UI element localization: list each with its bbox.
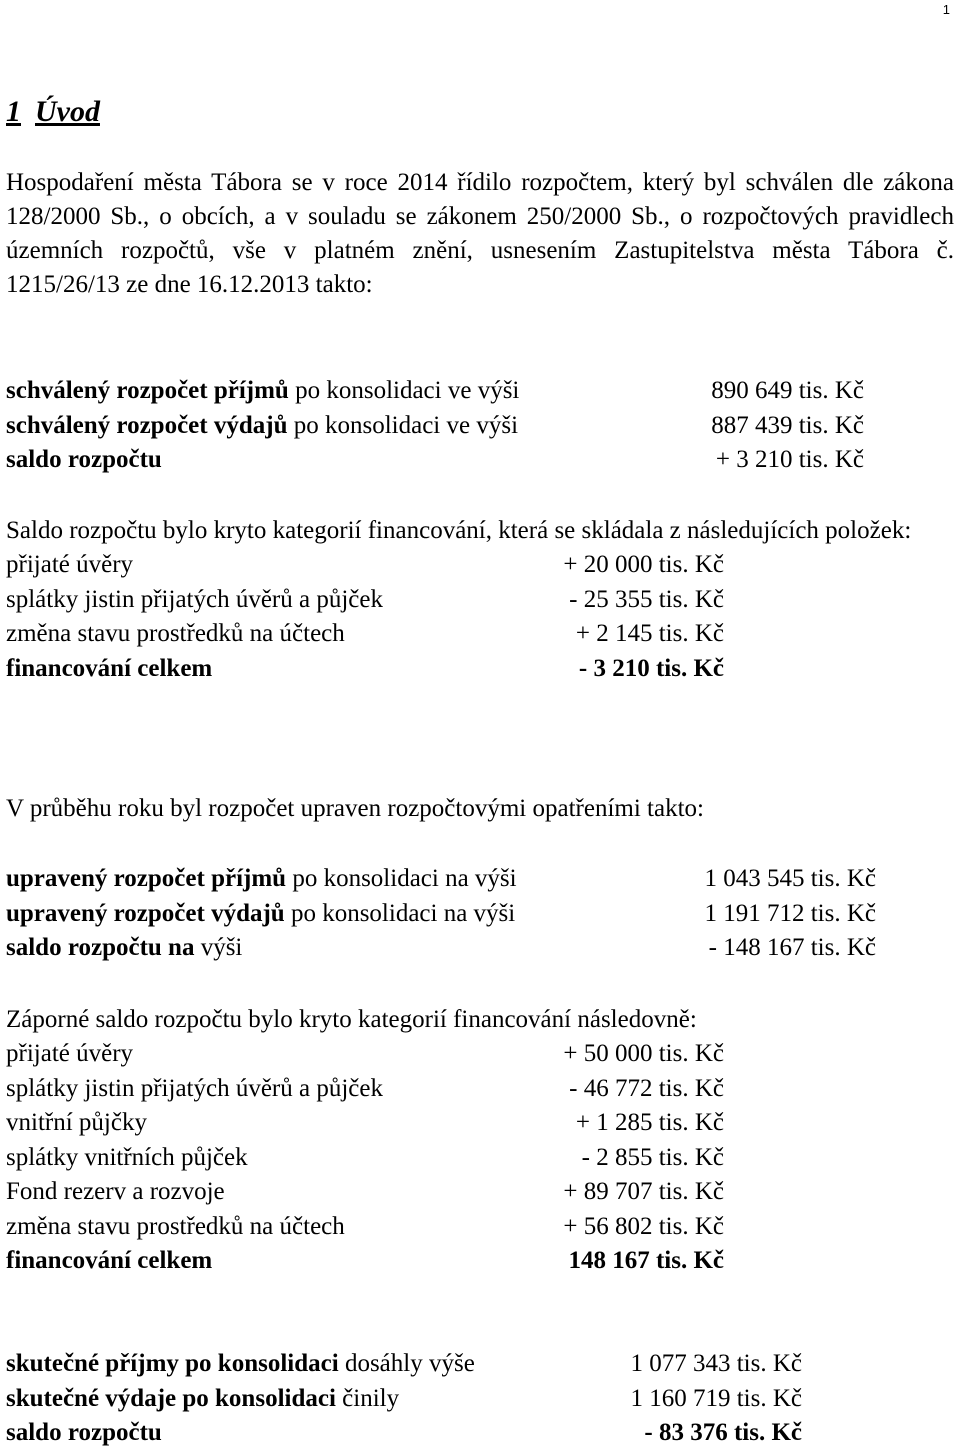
row-value: + 89 707 tis. Kč	[563, 1178, 724, 1205]
row-value: + 20 000 tis. Kč	[563, 551, 724, 578]
row-value: - 148 167 tis. Kč	[708, 934, 876, 961]
actual-results-table	[6, 1347, 954, 1451]
negative-intro: Záporné saldo rozpočtu bylo kryto kategorií financování následovně:	[6, 1006, 697, 1033]
row-label: změna stavu prostředků na účtech	[6, 1212, 345, 1240]
negative-financing-row	[6, 1141, 954, 1176]
financing-total-row	[6, 652, 954, 687]
row-label: přijaté úvěry	[6, 551, 134, 578]
negative-financing-row	[6, 1175, 954, 1210]
row-label: splátky jistin přijatých úvěrů a půjček	[6, 585, 383, 613]
row-value: + 50 000 tis. Kč	[563, 1040, 724, 1067]
approved-budget-row	[6, 409, 954, 444]
row-label: saldo rozpočtu	[6, 446, 162, 473]
row-value: 1 191 712 tis. Kč	[704, 899, 876, 927]
row-label: saldo rozpočtu na výši	[6, 934, 243, 961]
heading-number: 1	[6, 95, 21, 128]
row-value: + 2 145 tis. Kč	[575, 620, 724, 647]
row-value: 1 160 719 tis. Kč	[630, 1384, 802, 1412]
row-value: - 46 772 tis. Kč	[569, 1074, 724, 1102]
adjusted-budget-row	[6, 897, 954, 932]
row-value: - 25 355 tis. Kč	[569, 585, 724, 613]
approved-budget-row	[6, 443, 954, 478]
row-value: + 56 802 tis. Kč	[563, 1212, 724, 1240]
negative-financing-section	[6, 1003, 954, 1279]
total-value: - 3 210 tis. Kč	[578, 654, 724, 682]
financing-row	[6, 617, 954, 652]
row-label: skutečné příjmy po konsolidaci dosáhly výše	[6, 1350, 475, 1377]
negative-financing-row	[6, 1037, 954, 1072]
row-label: vnitřní půjčky	[6, 1109, 147, 1136]
total-label: financování celkem	[6, 1247, 213, 1274]
row-label: upravený rozpočet výdajů po konsolidaci na výši	[6, 899, 516, 927]
row-value: + 3 210 tis. Kč	[715, 446, 864, 473]
section-heading	[6, 92, 100, 132]
row-label: schválený rozpočet výdajů po konsolidaci ve výši	[6, 411, 519, 439]
row-value: - 83 376 tis. Kč	[644, 1419, 802, 1446]
actual-row	[6, 1382, 954, 1417]
adjusted-intro-section	[6, 792, 954, 826]
row-label: schválený rozpočet příjmů po konsolidaci ve výši	[6, 377, 520, 404]
page-number: 1	[942, 2, 950, 17]
negative-financing-total-row	[6, 1244, 954, 1279]
adjusted-intro: V průběhu roku byl rozpočet upraven rozpočtovými opatřeními takto:	[6, 795, 704, 822]
adjusted-budget-table	[6, 862, 954, 966]
row-label: splátky jistin přijatých úvěrů a půjček	[6, 1074, 383, 1102]
row-label: upravený rozpočet příjmů po konsolidaci na výši	[6, 865, 517, 892]
row-value: - 2 855 tis. Kč	[581, 1143, 724, 1171]
negative-financing-row	[6, 1106, 954, 1141]
approved-budget-row	[6, 374, 954, 409]
negative-financing-row	[6, 1072, 954, 1107]
row-label: splátky vnitřních půjček	[6, 1143, 248, 1171]
row-label: přijaté úvěry	[6, 1040, 134, 1067]
financing-intro: Saldo rozpočtu bylo kryto kategorií financování, která se skládala z následujících položek:	[6, 517, 912, 544]
approved-budget-table	[6, 374, 954, 478]
actual-row	[6, 1347, 954, 1382]
row-label: skutečné výdaje po konsolidaci činily	[6, 1384, 400, 1412]
total-value: 148 167 tis. Kč	[568, 1247, 724, 1274]
row-value: 890 649 tis. Kč	[711, 377, 864, 404]
row-value: + 1 285 tis. Kč	[575, 1109, 724, 1136]
heading-title: Úvod	[35, 95, 100, 128]
financing-row	[6, 583, 954, 618]
intro-paragraph: Hospodaření města Tábora se v roce 2014 řídilo rozpočtem, který byl schválen dle zákona 128/2000 Sb., o obcích, a v souladu se zákonem 250/2000 Sb., o rozpočtových pravidlech územních rozpočtů, vše v platném znění, usnesením Zastupitelstva města Tábora č. 1215/26/13 ze dne 16.12.2013 takto:	[6, 169, 954, 298]
row-value: 1 043 545 tis. Kč	[704, 865, 876, 892]
row-label: saldo rozpočtu	[6, 1419, 162, 1446]
row-value: 887 439 tis. Kč	[711, 411, 864, 439]
row-value: 1 077 343 tis. Kč	[630, 1350, 802, 1377]
row-label: Fond rezerv a rozvoje	[6, 1178, 225, 1205]
row-label: změna stavu prostředků na účtech	[6, 620, 345, 647]
actual-row	[6, 1416, 954, 1451]
financing-section	[6, 514, 954, 686]
total-label: financování celkem	[6, 654, 213, 682]
negative-financing-row	[6, 1210, 954, 1245]
intro-section	[6, 166, 954, 302]
adjusted-budget-row	[6, 931, 954, 966]
adjusted-budget-row	[6, 862, 954, 897]
financing-row	[6, 548, 954, 583]
